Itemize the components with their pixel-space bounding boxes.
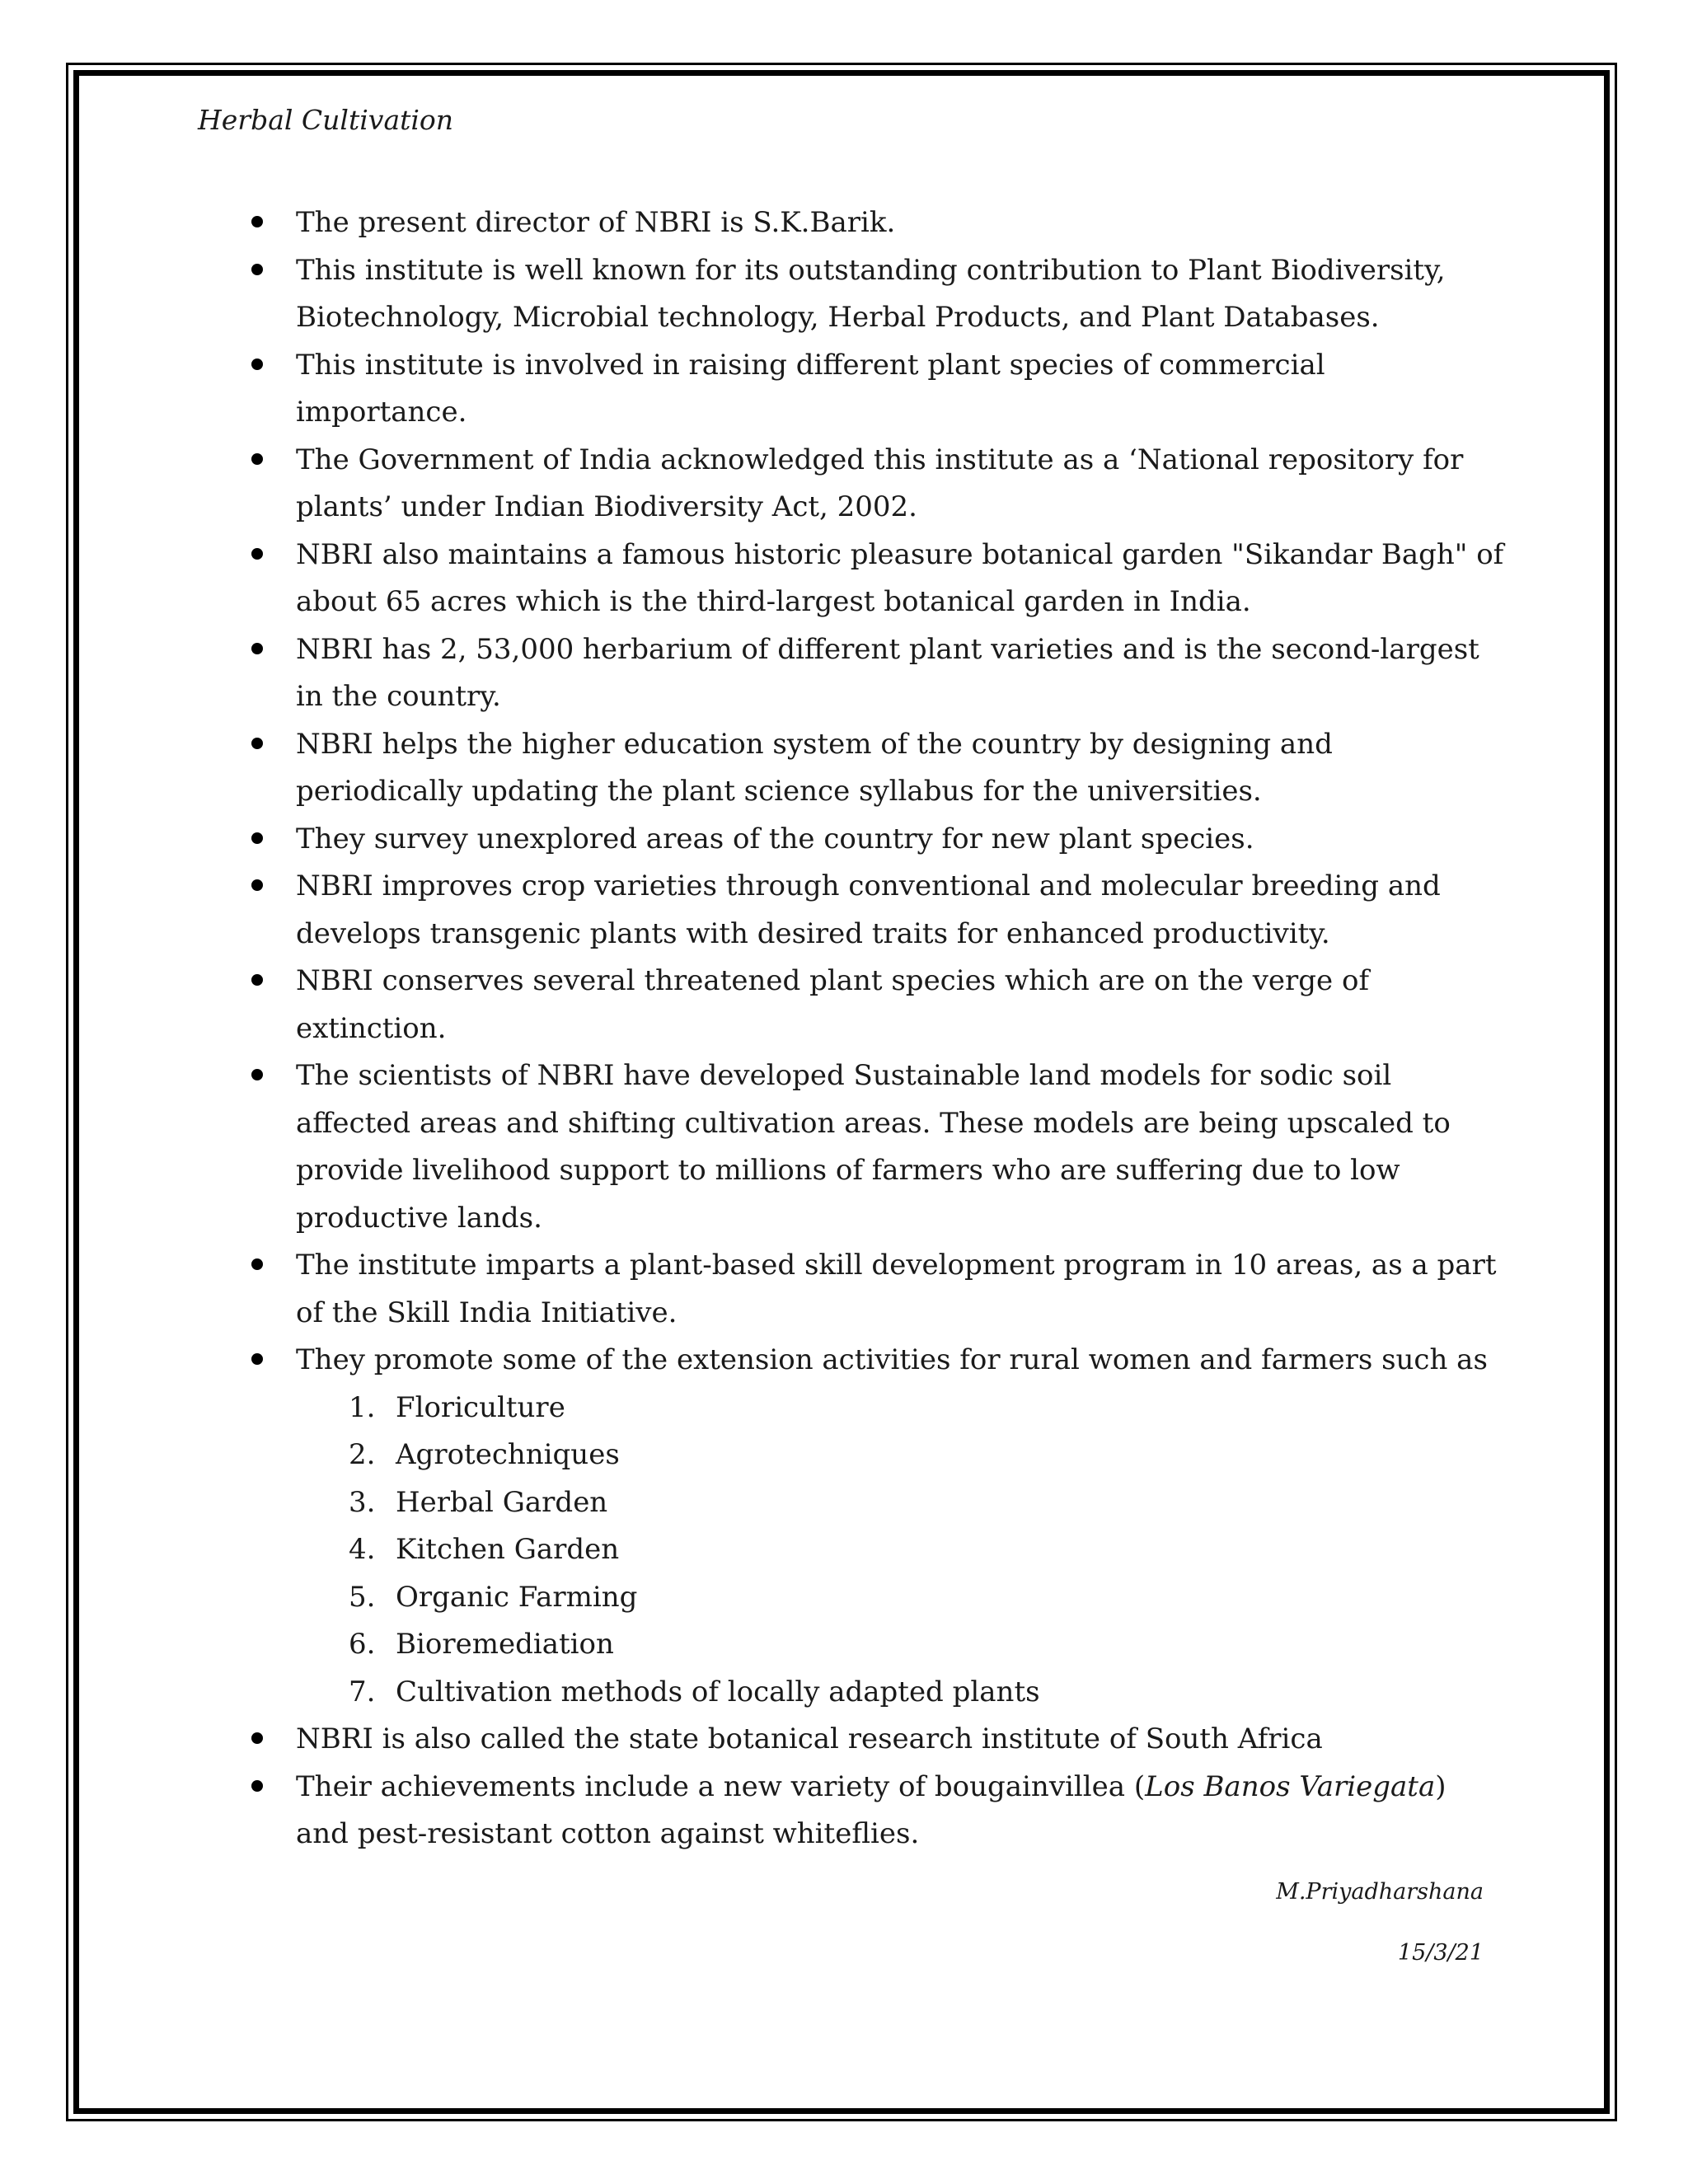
activity-number: 5. (349, 1580, 376, 1614)
activity-number: 6. (349, 1628, 376, 1661)
signature-date: 15/3/21 (1397, 1940, 1484, 1966)
list-item: NBRI also maintains a famous historic pleasure botanical garden "Sikandar Bagh" of about 65 acres which is the third-largest botanical garden in India. (251, 532, 1504, 626)
activity-item (349, 1479, 1504, 1527)
activity-number: 3. (349, 1485, 376, 1519)
list-item: NBRI improves crop varieties through conventional and molecular breeding and develops transgenic plants with desired traits for enhanced productivity. (251, 863, 1504, 958)
activity-item (349, 1385, 1504, 1432)
list-item: NBRI conserves several threatened plant species which are on the verge of extinction. (251, 958, 1504, 1052)
list-item: NBRI helps the higher education system of the country by designing and periodically updating the plant science syllabus for the universities. (251, 721, 1504, 816)
achievements-text-start: Their achievements include a new variety of bougainvillea ( (296, 1769, 1146, 1803)
list-item: The Government of India acknowledged this institute as a ‘National repository for plants’ under Indian Biodiversity Act, 2002. (251, 437, 1504, 532)
activity-item (349, 1574, 1504, 1622)
list-item-achievements (251, 1764, 1504, 1858)
activity-item (349, 1526, 1504, 1574)
activity-number: 2. (349, 1438, 376, 1471)
activities-list (296, 1385, 1504, 1717)
list-item: The institute imparts a plant-based skill development program in 10 areas, as a part of the Skill India Initiative. (251, 1242, 1504, 1337)
extension-intro: They promote some of the extension activities for rural women and farmers such as (296, 1343, 1488, 1376)
activity-label: Agrotechniques (396, 1438, 620, 1471)
list-item-extension (251, 1337, 1504, 1716)
main-content (251, 199, 1504, 1858)
list-item: They survey unexplored areas of the country for new plant species. (251, 816, 1504, 864)
list-item: NBRI has 2, 53,000 herbarium of different plant varieties and is the second-largest in the country. (251, 626, 1504, 721)
activity-label: Herbal Garden (396, 1485, 608, 1519)
variety-name: Los Banos Variegata (1145, 1769, 1436, 1803)
activity-label: Cultivation methods of locally adapted plants (396, 1675, 1040, 1708)
activity-number: 7. (349, 1675, 376, 1708)
activity-item (349, 1432, 1504, 1479)
activity-label: Bioremediation (396, 1628, 614, 1661)
page-header: Herbal Cultivation (198, 104, 454, 136)
achievements-text-end: ) and pest-resistant cotton against whiteflies. (296, 1769, 1447, 1850)
activity-number: 1. (349, 1390, 376, 1424)
list-item: The present director of NBRI is S.K.Barik. (251, 199, 1504, 247)
bullet-list (251, 199, 1504, 1858)
list-item: The scientists of NBRI have developed Sustainable land models for sodic soil affected areas and shifting cultivation areas. These models are being upscaled to provide livelihood support to millions of farmers who are suffering due to low productive lands. (251, 1052, 1504, 1242)
list-item: This institute is involved in raising different plant species of commercial importance. (251, 342, 1504, 437)
activity-label: Organic Farming (396, 1580, 638, 1614)
activity-item (349, 1669, 1504, 1717)
activity-label: Floriculture (396, 1390, 565, 1424)
list-item: NBRI is also called the state botanical research institute of South Africa (251, 1716, 1504, 1764)
list-item: This institute is well known for its outstanding contribution to Plant Biodiversity, Biotechnology, Microbial technology, Herbal Products, and Plant Databases. (251, 247, 1504, 342)
activity-label: Kitchen Garden (396, 1533, 620, 1566)
activity-number: 4. (349, 1533, 376, 1566)
author-signature: M.Priyadharshana (1276, 1879, 1484, 1905)
activity-item (349, 1621, 1504, 1669)
